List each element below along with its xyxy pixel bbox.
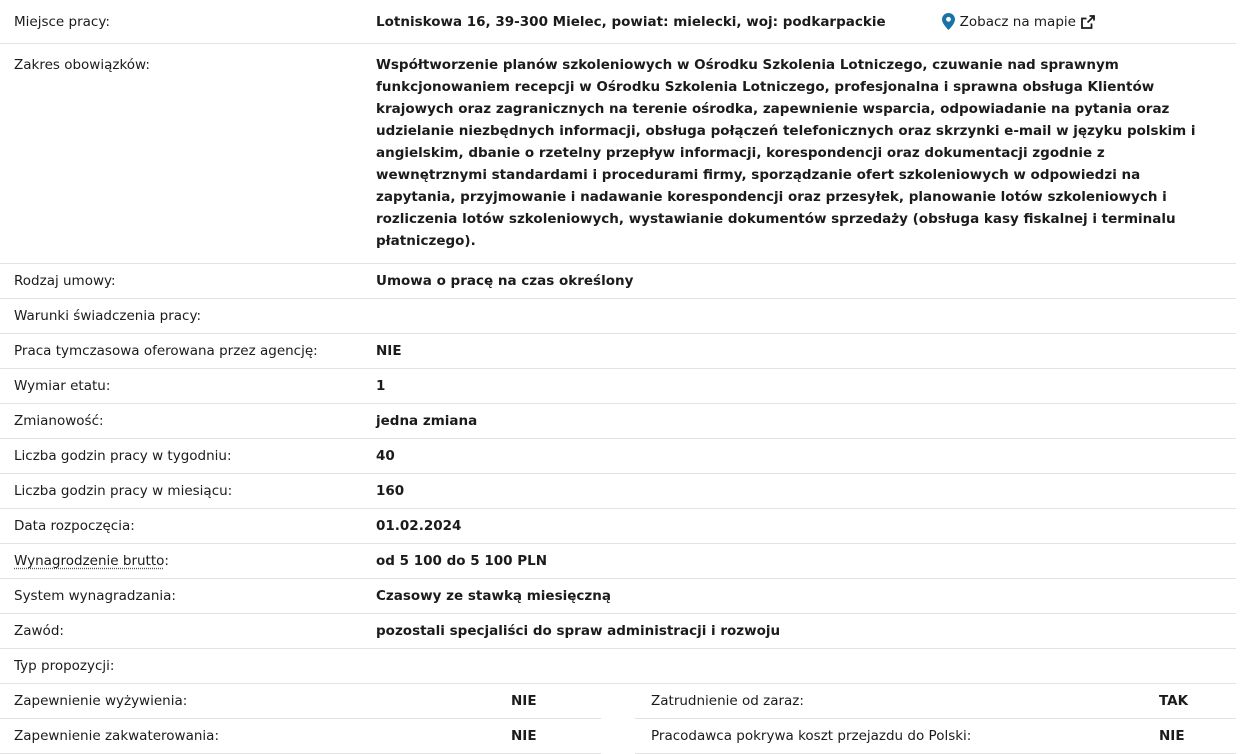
row-travel-cost <box>635 719 1236 754</box>
salary-value: od 5 100 do 5 100 PLN <box>376 553 548 569</box>
travel-cost-label: Pracodawca pokrywa koszt przejazdu do Polski: <box>651 728 972 744</box>
contract-type-value: Umowa o pracę na czas określony <box>376 273 634 289</box>
row-meals <box>0 684 601 719</box>
row-duties <box>0 44 1236 264</box>
location-label: Miejsce pracy: <box>14 13 110 30</box>
row-shifts <box>0 404 1236 439</box>
pay-system-value: Czasowy ze stawką miesięczną <box>376 588 611 604</box>
row-immediate-hire <box>635 684 1236 719</box>
start-date-label: Data rozpoczęcia: <box>14 518 135 534</box>
map-link[interactable] <box>942 13 1095 30</box>
immediate-hire-label: Zatrudnienie od zaraz: <box>651 693 804 709</box>
meals-label: Zapewnienie wyżywienia: <box>14 693 188 709</box>
row-salary <box>0 544 1236 579</box>
location-value: Lotniskowa 16, 39-300 Mielec, powiat: mielecki, woj: podkarpackie <box>376 13 886 30</box>
salary-label-cell <box>0 553 376 569</box>
row-occupation <box>0 614 1236 649</box>
row-contract-type <box>0 264 1236 299</box>
work-conditions-label: Warunki świadczenia pracy: <box>14 308 202 324</box>
row-weekly-hours <box>0 439 1236 474</box>
external-link-icon <box>1081 15 1095 29</box>
pay-system-label: System wynagradzania: <box>14 588 176 604</box>
contract-type-label: Rodzaj umowy: <box>14 273 116 289</box>
occupation-label: Zawód: <box>14 623 64 639</box>
start-date-value: 01.02.2024 <box>376 518 462 534</box>
fte-label: Wymiar etatu: <box>14 378 111 394</box>
benefits-left-column <box>0 684 601 754</box>
benefits-section <box>0 684 1236 754</box>
monthly-hours-label: Liczba godzin pracy w miesiącu: <box>14 483 233 499</box>
row-fte <box>0 369 1236 404</box>
shifts-label: Zmianowość: <box>14 413 104 429</box>
temp-agency-label: Praca tymczasowa oferowana przez agencję: <box>14 343 318 359</box>
weekly-hours-label: Liczba godzin pracy w tygodniu: <box>14 448 232 464</box>
meals-value: NIE <box>511 693 537 709</box>
immediate-hire-value: TAK <box>1159 693 1189 709</box>
benefits-right-column <box>635 684 1236 754</box>
row-start-date <box>0 509 1236 544</box>
accommodation-label: Zapewnienie zakwaterowania: <box>14 728 219 744</box>
salary-label[interactable]: Wynagrodzenie brutto <box>14 553 165 569</box>
row-accommodation <box>0 719 601 754</box>
temp-agency-value: NIE <box>376 343 402 359</box>
map-link-label: Zobacz na mapie <box>959 13 1076 30</box>
fte-value: 1 <box>376 378 386 394</box>
shifts-value: jedna zmiana <box>376 413 478 429</box>
map-marker-icon <box>942 13 955 30</box>
duties-value: Współtworzenie planów szkoleniowych w Ośrodku Szkolenia Lotniczego, czuwanie nad sprawnym funkcjonowaniem recepcji w Ośrodku Szkolenia Lotniczego, profesjonalna i sprawna obsługa Klientów krajowych oraz zagranicznych na terenie ośrodka, zapewnienie wsparcia, odpowiadanie na pytania oraz udzielanie niezbędnych informacji, obsługa połączeń telefonicznych oraz skrzynki e-mail w języku polskim i angielskim, dbanie o rzetelny przepływ informacji, korespondencji oraz dokumentacji zgodnie z wewnętrznymi standardami i procedurami firmy, sporządzanie ofert szkoleniowych w odpowiedzi na zapytania, przyjmowanie i nadawanie korespondencji oraz przesyłek, planowanie lotów szkoleniowych i rozliczenia lotów szkoleniowych, wystawianie dokumentów sprzedaży (obsługa kasy fiskalnej i terminalu płatniczego). <box>376 57 1196 249</box>
monthly-hours-value: 160 <box>376 483 405 499</box>
row-temp-agency <box>0 334 1236 369</box>
row-offer-type <box>0 649 1236 684</box>
salary-label-colon: : <box>164 553 169 569</box>
accommodation-value: NIE <box>511 728 537 744</box>
row-pay-system <box>0 579 1236 614</box>
row-monthly-hours <box>0 474 1236 509</box>
row-work-conditions <box>0 299 1236 334</box>
duties-label: Zakres obowiązków: <box>14 57 150 73</box>
travel-cost-value: NIE <box>1159 728 1185 744</box>
offer-type-label: Typ propozycji: <box>14 658 115 674</box>
location-value-cell <box>376 13 1236 30</box>
weekly-hours-value: 40 <box>376 448 395 464</box>
row-location <box>0 0 1236 44</box>
occupation-value: pozostali specjaliści do spraw administracji i rozwoju <box>376 623 781 639</box>
